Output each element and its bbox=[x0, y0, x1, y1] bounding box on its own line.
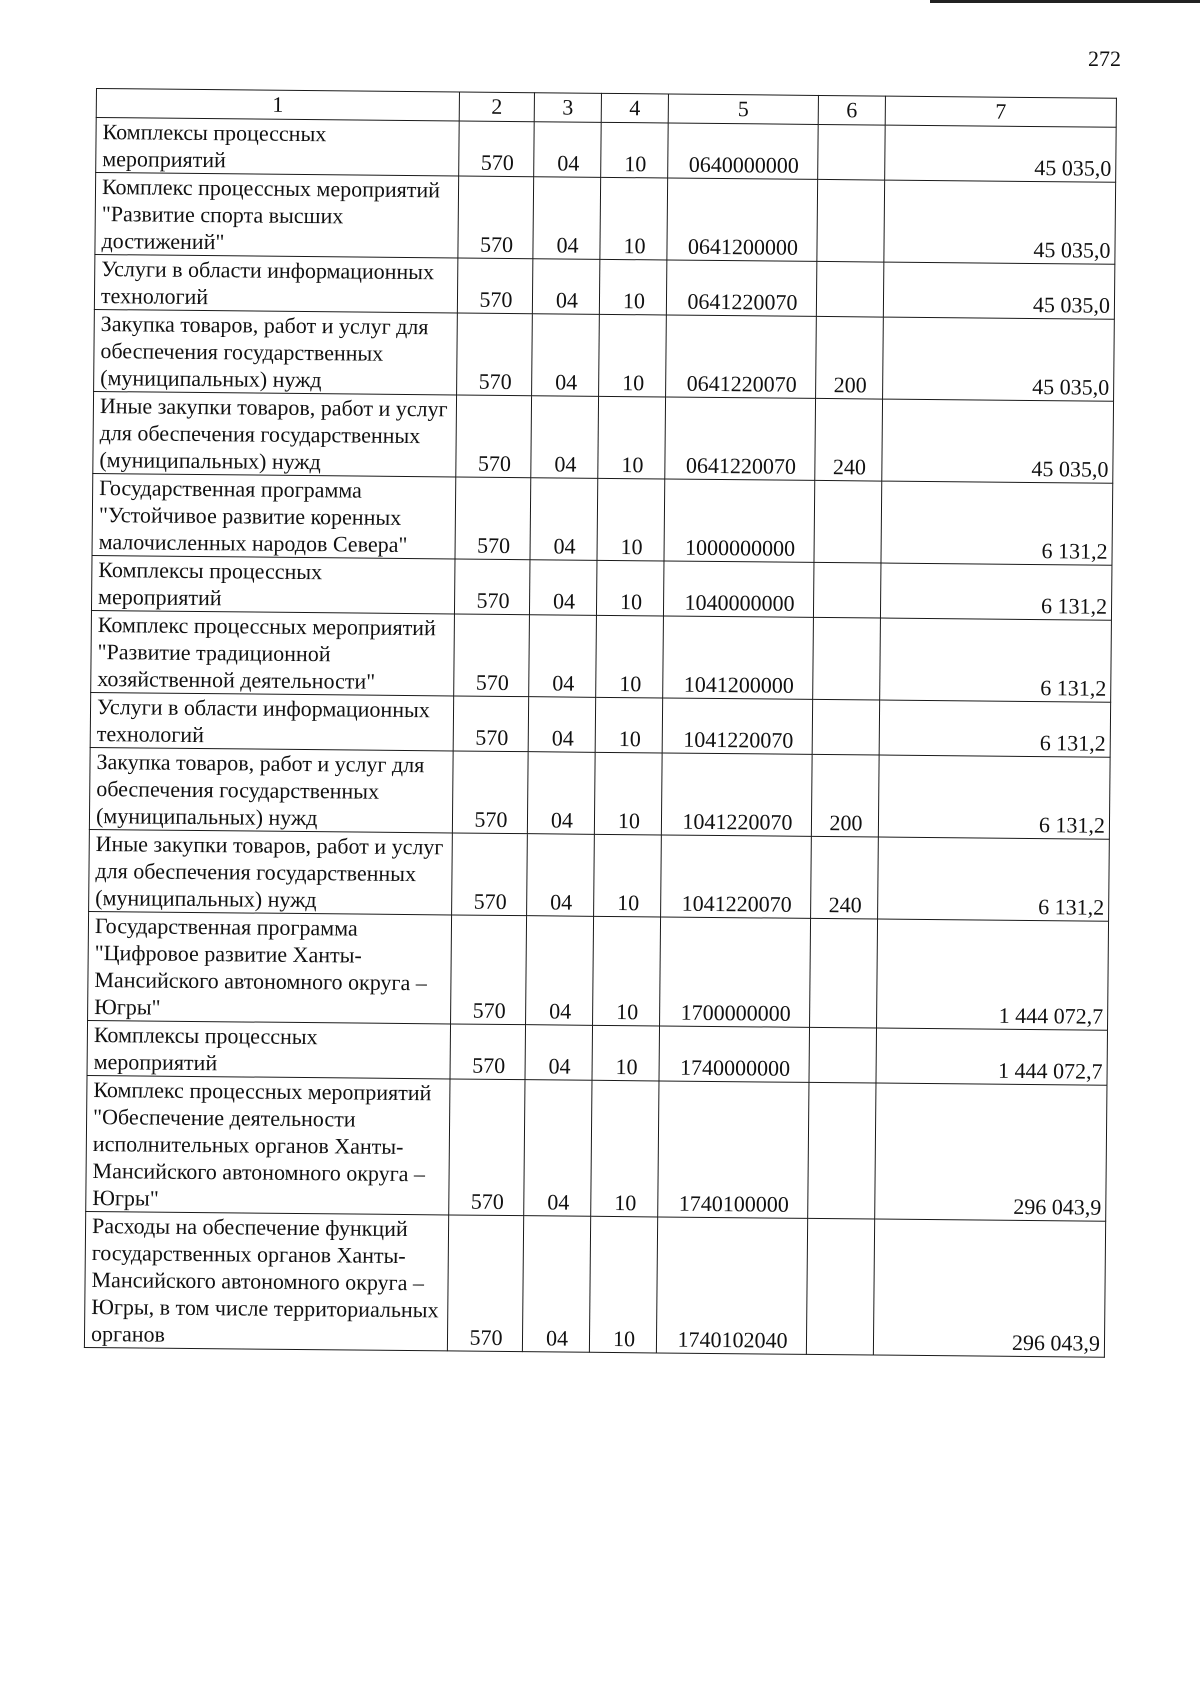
cell-name: Комплекс процессных мероприятий "Развитие спорта высших достижений" bbox=[95, 173, 459, 258]
cell-rz: 04 bbox=[532, 314, 600, 397]
cell-rz: 04 bbox=[524, 1080, 592, 1217]
cell-ved: 570 bbox=[453, 696, 529, 752]
cell-name: Иные закупки товаров, работ и услуг для обеспечения государственных (муниципальных) нужд bbox=[93, 391, 457, 476]
cell-sum: 45 035,0 bbox=[885, 125, 1117, 182]
cell-ved: 570 bbox=[454, 559, 530, 615]
cell-vr bbox=[813, 617, 881, 700]
cell-rz: 04 bbox=[529, 560, 597, 616]
cell-sum: 45 035,0 bbox=[884, 180, 1116, 264]
column-header: 3 bbox=[534, 93, 601, 123]
cell-csr: 1000000000 bbox=[664, 479, 815, 562]
cell-vr bbox=[812, 699, 880, 755]
table-row bbox=[95, 173, 1116, 265]
cell-name: Комплексы процессных мероприятий bbox=[87, 1020, 451, 1078]
cell-pr: 10 bbox=[594, 752, 662, 835]
cell-sum: 6 131,2 bbox=[878, 837, 1110, 921]
cell-sum: 6 131,2 bbox=[880, 618, 1112, 702]
cell-pr: 10 bbox=[599, 314, 667, 397]
cell-pr: 10 bbox=[594, 834, 662, 917]
cell-csr: 1700000000 bbox=[660, 917, 811, 1027]
column-header: 6 bbox=[818, 95, 885, 125]
column-header: 5 bbox=[668, 94, 818, 124]
cell-csr: 1041220070 bbox=[662, 698, 813, 754]
cell-vr bbox=[806, 1218, 874, 1355]
cell-vr bbox=[818, 124, 886, 180]
cell-ved: 570 bbox=[447, 1215, 523, 1352]
cell-sum: 296 043,9 bbox=[875, 1083, 1107, 1221]
cell-ved: 570 bbox=[455, 477, 531, 560]
budget-table bbox=[84, 88, 1117, 1358]
table-row bbox=[93, 391, 1114, 483]
cell-csr: 0640000000 bbox=[668, 123, 819, 179]
table-row bbox=[84, 1211, 1105, 1357]
cell-vr bbox=[814, 480, 882, 563]
cell-sum: 6 131,2 bbox=[879, 700, 1111, 757]
cell-ved: 570 bbox=[449, 1079, 525, 1216]
cell-rz: 04 bbox=[533, 177, 601, 260]
cell-rz: 04 bbox=[532, 259, 600, 315]
cell-rz: 04 bbox=[522, 1216, 590, 1353]
cell-ved: 570 bbox=[452, 751, 528, 834]
cell-name: Закупка товаров, работ и услуг для обеспечения государственных (муниципальных) нужд bbox=[94, 309, 458, 394]
cell-ved: 570 bbox=[451, 915, 527, 1025]
top-edge-rule bbox=[930, 0, 1200, 3]
cell-pr: 10 bbox=[599, 259, 667, 315]
cell-name: Государственная программа "Устойчивое развитие коренных малочисленных народов Севера" bbox=[92, 473, 456, 558]
cell-name: Комплексы процессных мероприятий bbox=[91, 555, 455, 613]
table-row bbox=[89, 829, 1110, 921]
cell-sum: 1 444 072,7 bbox=[877, 919, 1109, 1030]
cell-ved: 570 bbox=[458, 176, 534, 259]
cell-rz: 04 bbox=[526, 916, 594, 1026]
cell-csr: 0641220070 bbox=[666, 260, 817, 316]
cell-sum: 45 035,0 bbox=[883, 317, 1115, 401]
table-row bbox=[94, 309, 1115, 401]
cell-sum: 45 035,0 bbox=[883, 262, 1115, 319]
table-row bbox=[91, 555, 1111, 620]
cell-vr bbox=[816, 261, 884, 317]
page-number: 272 bbox=[1088, 46, 1121, 71]
cell-name: Комплекс процессных мероприятий "Развитие традиционной хозяйственной деятельности" bbox=[91, 610, 455, 695]
cell-name: Государственная программа "Цифровое развитие Ханты-Мансийского автономного округа – Югры" bbox=[88, 911, 452, 1023]
cell-rz: 04 bbox=[530, 478, 598, 561]
cell-vr: 240 bbox=[811, 836, 879, 919]
cell-csr: 1740000000 bbox=[659, 1026, 810, 1082]
table-row bbox=[90, 692, 1110, 757]
cell-vr bbox=[809, 1027, 877, 1083]
cell-name: Расходы на обеспечение функций государственных органов Ханты-Мансийского автономного округа – Югры, в том числе территориальных органов bbox=[84, 1211, 448, 1350]
cell-pr: 10 bbox=[592, 1025, 660, 1081]
cell-sum: 6 131,2 bbox=[881, 481, 1113, 565]
table-row bbox=[91, 610, 1112, 702]
cell-sum: 6 131,2 bbox=[878, 755, 1110, 839]
cell-pr: 10 bbox=[589, 1216, 657, 1353]
cell-vr bbox=[808, 1082, 876, 1219]
cell-name: Комплексы процессных мероприятий bbox=[96, 118, 460, 176]
cell-pr: 10 bbox=[598, 396, 666, 479]
cell-csr: 0641200000 bbox=[667, 178, 818, 261]
cell-csr: 1041220070 bbox=[661, 835, 812, 918]
cell-sum: 6 131,2 bbox=[880, 563, 1112, 620]
table-row bbox=[88, 911, 1109, 1030]
cell-csr: 1740102040 bbox=[656, 1217, 807, 1354]
cell-pr: 10 bbox=[595, 697, 663, 753]
cell-rz: 04 bbox=[527, 752, 595, 835]
column-header: 4 bbox=[601, 93, 668, 123]
cell-vr bbox=[810, 918, 878, 1028]
table-row bbox=[94, 254, 1114, 319]
cell-pr: 10 bbox=[601, 122, 669, 178]
cell-rz: 04 bbox=[529, 615, 597, 698]
cell-rz: 04 bbox=[528, 697, 596, 753]
cell-pr: 10 bbox=[596, 615, 664, 698]
cell-ved: 570 bbox=[457, 258, 533, 314]
cell-csr: 1041220070 bbox=[661, 753, 812, 836]
cell-vr bbox=[817, 179, 885, 262]
cell-ved: 570 bbox=[457, 313, 533, 396]
cell-name: Услуги в области информационных технологий bbox=[90, 692, 454, 750]
cell-ved: 570 bbox=[452, 833, 528, 916]
cell-ved: 570 bbox=[450, 1024, 526, 1080]
table-row bbox=[86, 1075, 1107, 1221]
cell-csr: 1740100000 bbox=[658, 1081, 809, 1218]
cell-csr: 1040000000 bbox=[663, 561, 814, 617]
cell-csr: 0641220070 bbox=[665, 397, 816, 480]
cell-ved: 570 bbox=[456, 395, 532, 478]
cell-name: Иные закупки товаров, работ и услуг для обеспечения государственных (муниципальных) нужд bbox=[89, 829, 453, 914]
table-body bbox=[84, 118, 1116, 1358]
cell-sum: 45 035,0 bbox=[882, 399, 1114, 483]
cell-pr: 10 bbox=[597, 478, 665, 561]
cell-csr: 1041200000 bbox=[663, 616, 814, 699]
cell-name: Закупка товаров, работ и услуг для обеспечения государственных (муниципальных) нужд bbox=[89, 747, 453, 832]
cell-rz: 04 bbox=[525, 1025, 593, 1081]
column-header: 1 bbox=[96, 89, 459, 121]
cell-vr bbox=[813, 562, 881, 618]
cell-ved: 570 bbox=[454, 614, 530, 697]
cell-name: Услуги в области информационных технологий bbox=[94, 254, 458, 312]
cell-pr: 10 bbox=[591, 1080, 659, 1217]
column-header: 2 bbox=[459, 92, 534, 122]
table-row bbox=[96, 118, 1116, 183]
table-row bbox=[89, 747, 1110, 839]
table-row bbox=[92, 473, 1113, 565]
cell-rz: 04 bbox=[534, 122, 602, 178]
cell-vr: 240 bbox=[815, 398, 883, 481]
cell-pr: 10 bbox=[596, 560, 664, 616]
table-row bbox=[87, 1020, 1107, 1085]
cell-sum: 1 444 072,7 bbox=[876, 1028, 1108, 1085]
cell-rz: 04 bbox=[531, 396, 599, 479]
cell-csr: 0641220070 bbox=[666, 315, 817, 398]
cell-rz: 04 bbox=[527, 834, 595, 917]
cell-pr: 10 bbox=[593, 916, 661, 1026]
cell-vr: 200 bbox=[811, 754, 879, 837]
cell-name: Комплекс процессных мероприятий "Обеспечение деятельности исполнительных органов Ханты-Мансийского автономного округа – Югры" bbox=[86, 1075, 450, 1214]
cell-sum: 296 043,9 bbox=[873, 1219, 1105, 1357]
cell-ved: 570 bbox=[459, 121, 535, 177]
cell-pr: 10 bbox=[600, 177, 668, 260]
column-header: 7 bbox=[885, 96, 1116, 127]
cell-vr: 200 bbox=[816, 316, 884, 399]
